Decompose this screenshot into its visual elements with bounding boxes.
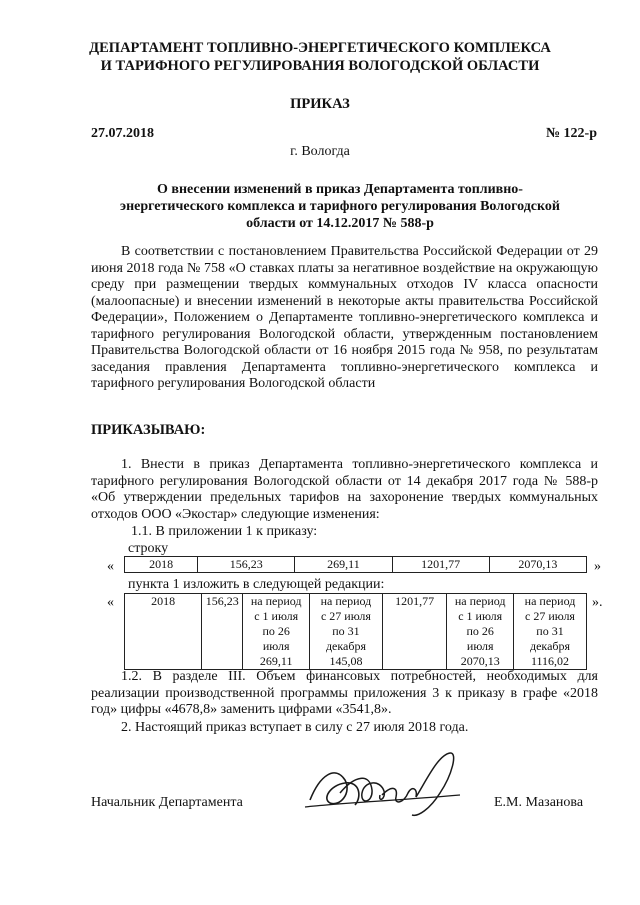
item-2-paragraph: 2. Настоящий приказ вступает в силу с 27 июля 2018 года. (121, 720, 469, 735)
period-cell-2: на период с 27 июля по 31 декабря 145,08 (309, 594, 382, 670)
department-name-line2: И ТАРИФНОГО РЕГУЛИРОВАНИЯ ВОЛОГОДСКОЙ ОБЛАСТИ (100, 58, 540, 74)
document-type: ПРИКАЗ (290, 96, 350, 112)
row-word: строку (128, 541, 169, 556)
new-row-intro: пункта 1 изложить в следующей редакции: (128, 577, 385, 592)
quote-close-1: » (594, 559, 601, 574)
signatory-position: Начальник Департамента (91, 795, 243, 810)
old-value-cell: 156,23 (198, 557, 295, 573)
quote-close-2: ». (592, 595, 603, 610)
new-row-table (124, 593, 587, 670)
old-year-cell: 2018 (125, 557, 198, 573)
quote-open-2: « (107, 595, 114, 610)
old-value-cell: 1201,77 (392, 557, 489, 573)
old-value-cell: 269,11 (295, 557, 392, 573)
table-row (125, 557, 587, 573)
order-word: ПРИКАЗЫВАЮ: (91, 422, 206, 438)
handwritten-signature (300, 745, 470, 825)
item-1-2-paragraph: 1.2. В разделе III. Объем финансовых потребностей, необходимых для реализации производственной программы приложения 3 к приказу в графе «2018 год» цифры «4678,8» заменить цифрами «3541,8». (91, 669, 598, 717)
new-year-cell: 2018 (125, 594, 202, 670)
department-name-line1: ДЕПАРТАМЕНТ ТОПЛИВНО-ЭНЕРГЕТИЧЕСКОГО КОМПЛЕКСА (89, 40, 551, 56)
document-subject (100, 181, 580, 232)
document-number: № 122-р (545, 126, 597, 141)
subject-line3: области от 14.12.2017 № 588-р (246, 216, 434, 231)
old-row-table (124, 556, 587, 573)
new-value-cell: 156,23 (202, 594, 243, 670)
new-value-cell: 1201,77 (382, 594, 446, 670)
old-value-cell: 2070,13 (489, 557, 586, 573)
item-1-1-paragraph: 1.1. В приложении 1 к приказу: (131, 524, 318, 539)
period-cell-4: на период с 27 июля по 31 декабря 1116,02 (514, 594, 587, 670)
period-cell-1: на период с 1 июля по 26 июля 269,11 (243, 594, 310, 670)
subject-line1: О внесении изменений в приказ Департамента топливно- (157, 182, 523, 197)
item-1-paragraph: 1. Внести в приказ Департамента топливно-энергетического комплекса и тарифного регулирования Вологодской области от 14 декабря 2017 года № 588-р «Об утверждении предельных тарифов на захоронение твердых коммунальных отходов ООО «Экостар» следующие изменения: (91, 457, 598, 522)
preamble-paragraph: В соответствии с постановлением Правительства Российской Федерации от 29 июня 2018 года № 758 «О ставках платы за негативное воздействие на окружающую среду при размещении твердых коммунальных отходов IV класса опасности (малоопасные) и внесении изменений в некоторые акты правительства Российской Федерации», Положением о Департаменте топливно-энергетического комплекса и тарифного регулирования Вологодской области, утвержденным постановлением Правительства Вологодской области от 16 ноября 2015 года № 958, по результатам заседания правления Департамента топливно-энергетического комплекса и тарифного регулирования Вологодской области (91, 244, 598, 391)
document-date: 27.07.2018 (91, 126, 154, 141)
signatory-name: Е.М. Мазанова (494, 795, 584, 810)
document-city: г. Вологда (290, 144, 350, 159)
quote-open-1: « (107, 559, 114, 574)
table-row (125, 594, 587, 670)
subject-line2: энергетического комплекса и тарифного регулирования Вологодской (120, 199, 560, 214)
period-cell-3: на период с 1 июля по 26 июля 2070,13 (447, 594, 514, 670)
